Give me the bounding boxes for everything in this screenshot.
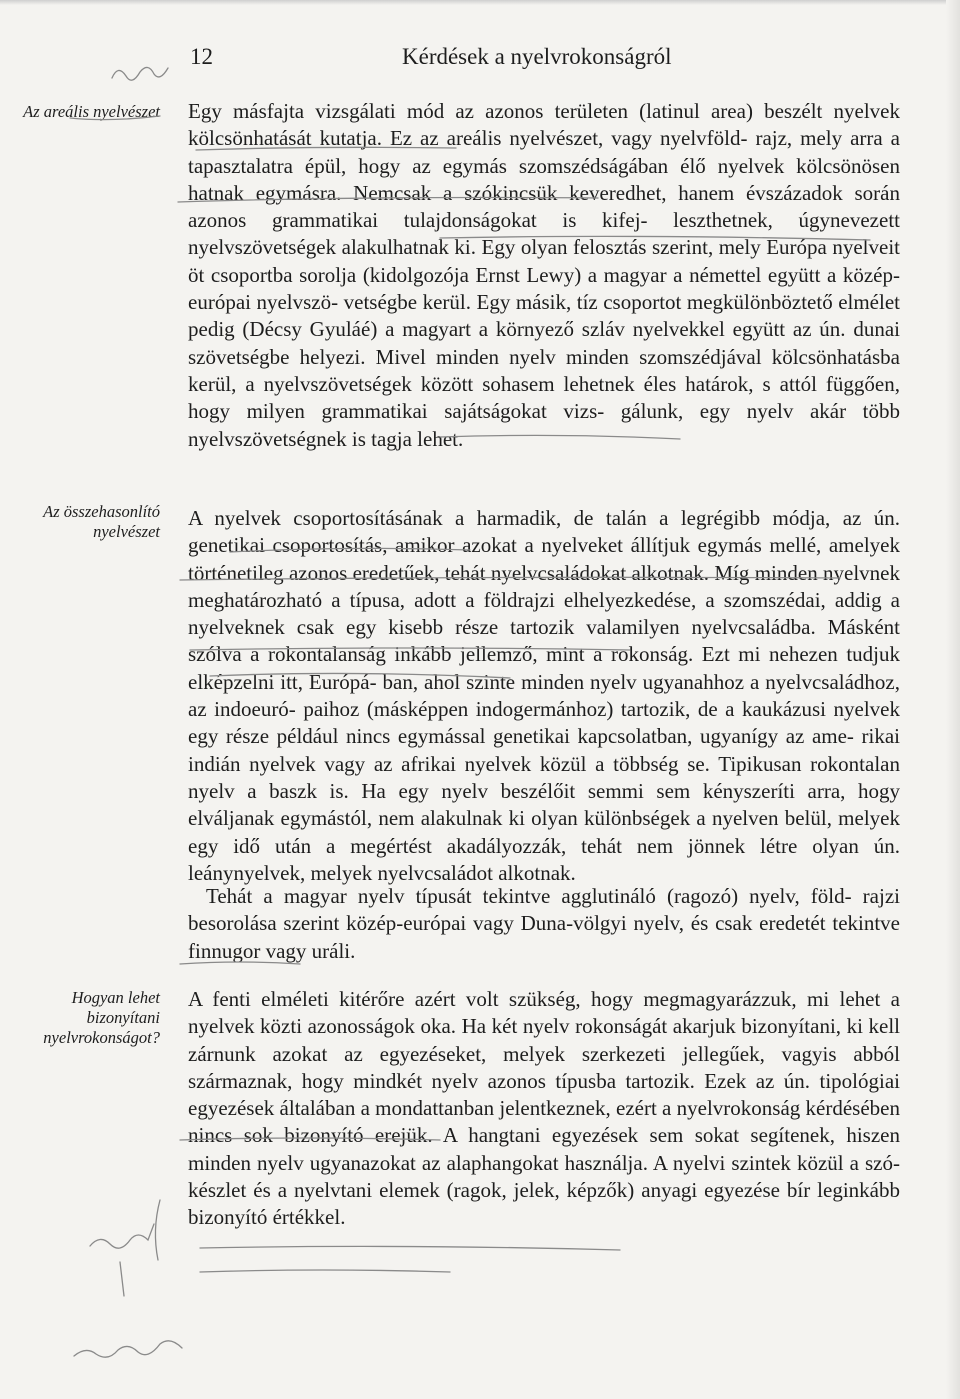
page-right-edge — [946, 0, 960, 1399]
paragraph-areal-linguistics: Egy másfajta vizsgálati mód az azonos területen (latinul area) beszélt nyelvek kölcsönhatását kutatja. Ez az areális nyelvészet, vagy nyelvföld- rajz, mely arra a tapasztalatra épül, hogy az egymás szomszédságában élő nyelvek kölcsönösen hatnak egymásra. Nemcsak a szókincsük keveredhet, hanem évszázadok során azonos grammatikai tulajdonságokat is kifej- leszthetnek, úgynevezett nyelvszövetségek alakulhatnak ki. Egy olyan felosztás szerint, mely Európa nyelveit öt csoportba sorolja (kidolgozója Ernst Lewy) a magyar a némettel együtt a közép-európai nyelvszö- vetségbe kerül. Egy másik, tíz csoportot megkülönböztető elmélet pedig (Décsy Gyuláé) a magyart a környező szláv nyelvekkel együtt az ún. dunai szövetségbe helyezi. Mivel minden nyelv minden szomszédjával kölcsönhatásba kerül, a nyelvszövetségek között sohasem lehetnek éles határok, s attól függően, hogy milyen grammatikai sajátságokat vizs- gálunk, egy nyelv akár több nyelvszövetségnek is tagja lehet. — [188, 99, 900, 451]
margin-note-areal: Az areális nyelvészet — [23, 102, 160, 121]
pencil-scribble-bottom-1 — [90, 1224, 154, 1248]
running-head: Kérdések a nyelvrokonságról — [402, 44, 672, 69]
margin-note-comparative: Az összehasonlító nyelvészet — [43, 502, 160, 541]
pencil-margin-bracket — [155, 1200, 160, 1260]
paragraph-summary: Tehát a magyar nyelv típusát tekintve agglutináló (ragozó) nyelv, föld- rajzi besorolása szerint közép-európai vagy Duna-völgyi nyelv, és csak eredetét tekintve finnugor vagy uráli. — [188, 884, 900, 963]
pencil-vertical-stroke — [120, 1262, 124, 1296]
pencil-scribble-bottom-2 — [74, 1341, 182, 1357]
paragraph-genetic-grouping: A nyelvek csoportosításának a harmadik, de talán a legrégibb módja, az ún. genetikai csoportosítás, amikor azokat a nyelveket állítjuk egymás mellé, amelyek történetileg azonos eredetűek, tehát nyelvcsaládokat alkotnak. Míg minden nyelvnek meghatározható a típusa, adott a földrajzi elhelyezkedése, a szomszédai, addig a nyelveknek csak egy kisebb része tartozik valamilyen nyelvcsaládba. Másként szólva a rokontalanság inkább jellemző, mint a rokonság. Ezt mi nehezen tudjuk elképzelni itt, Európá- ban, ahol szinte minden nyelv ugyanahhoz a nyelvcsaládhoz, az indoeuró- paihoz (másképpen indogermánhoz) tartozik, de a kaukázusi nyelvek egy része például nincs egymással genetikai kapcsolatban, ugyanígy az ame- rikai indián nyelvek vagy az afrikai nyelvek közül a többség se. Tipikusan rokontalan nyelv a baszk is. Ha egy nyelv beszélőit semmi sem kényszeríti arra, hogy elváljanak egymástól, nem alakulnak ki olyan különbségek a nyelven belül, melyek egy idő után a megértést akadályozzák, tehát nem jönnek létre olyan ún. leánynyelvek, melyek nyelvcsaládot alkotnak. — [188, 506, 900, 885]
margin-note-proof: Hogyan lehet bizonyítani nyelvrokonságot? — [43, 988, 160, 1047]
page-header — [190, 44, 710, 74]
page-top-edge — [0, 0, 960, 5]
paragraph-proving-kinship: A fenti elméleti kitérőre azért volt szükség, hogy megmagyarázzuk, mi lehet a nyelvek közti azonosságok oka. Ha két nyelv rokonságát akarjuk bizonyítani, ki kell zárnunk azokat az egyezéseket, melyek szerkezeti jellegűek, vagyis abból származnak, hogy mindkét nyelv azonos típusba tartozik. Ezek az ún. tipológiai egyezések általában a mondattanban jelentkeznek, ezért a nyelvrokonság kérdésében nincs sok bizonyító erejük. A hangtani egyezések sem sokat segítenek, hiszen minden nyelv ugyanazokat az alaphangokat használja. A nyelvi szintek közül a szó- készlet és a nyelvtani elemek (ragok, jelek, képzők) anyagi egyezése bír leginkább bizonyító értékkel. — [188, 987, 900, 1230]
pencil-underline-p4-c — [200, 1270, 450, 1272]
page-number: 12 — [190, 44, 213, 69]
pencil-scribble-top — [112, 67, 168, 80]
pencil-underline-p4-b — [200, 1246, 620, 1250]
